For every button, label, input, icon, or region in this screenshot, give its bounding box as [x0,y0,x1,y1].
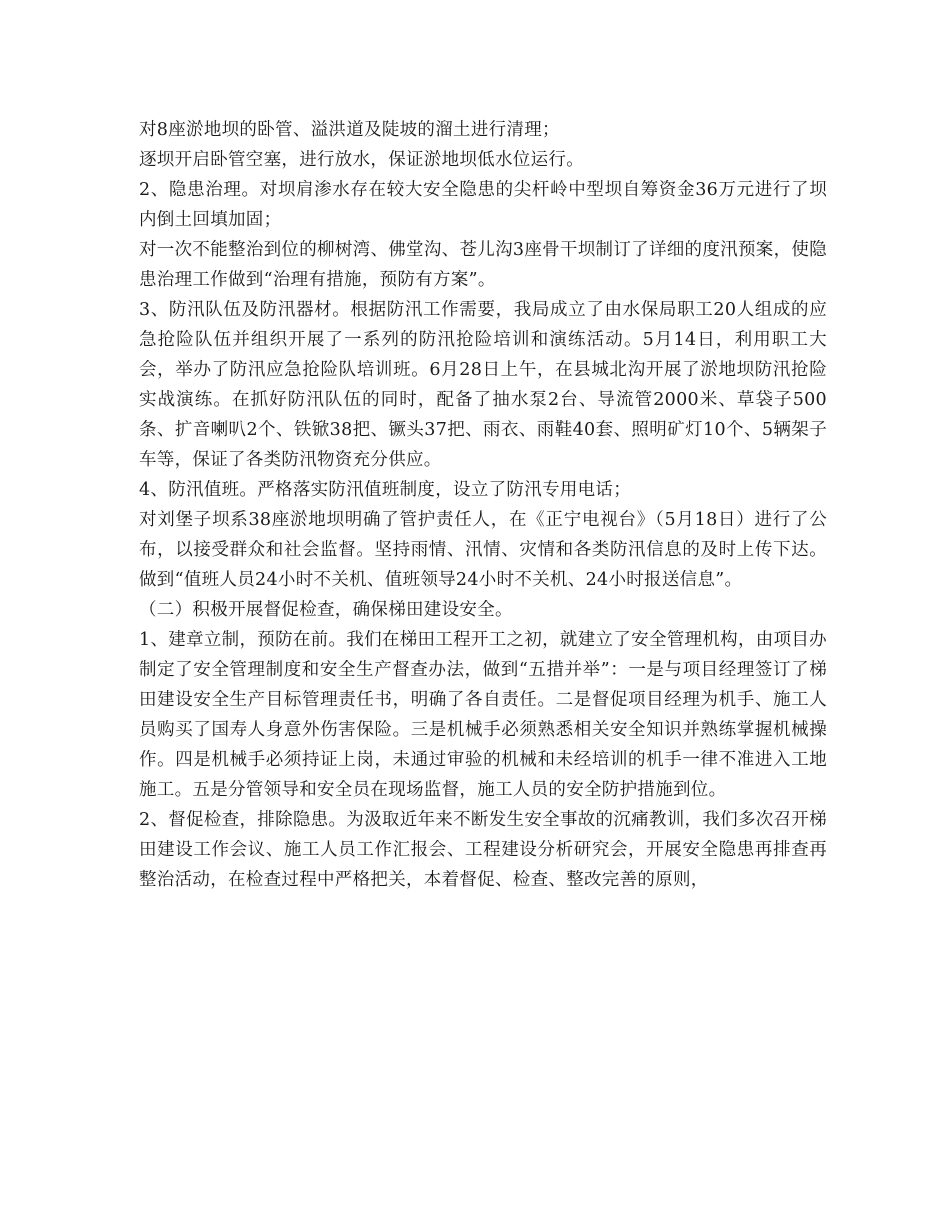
paragraph-4: 对一次不能整治到位的柳树湾、佛堂沟、苍儿沟3座骨干坝制订了详细的度汛预案，使隐患治理工作做到“治理有措施，预防有方案”。 [139,240,827,290]
paragraph-7: 对刘堡子坝系38座淤地坝明确了管护责任人，在《正宁电视台》（5月18日）进行了公布，以接受群众和社会监督。坚持雨情、汛情、灾情和各类防汛信息的及时上传下达。做到“值班人员24小时不关机、值班领导24小时不关机、24小时报送信息”。 [139,510,827,590]
document-body [139,115,827,895]
paragraph-3: 2、隐患治理。对坝肩渗水存在较大安全隐患的尖杆岭中型坝自筹资金36万元进行了坝内倒土回填加固； [139,180,827,230]
paragraph-10: 2、督促检查，排除隐患。为汲取近年来不断发生安全事故的沉痛教训，我们多次召开梯田建设工作会议、施工人员工作汇报会、工程建设分析研究会，开展安全隐患再排查再整治活动，在检查过程中严格把关，本着督促、检查、整改完善的原则， [139,810,827,890]
paragraph-9: 1、建章立制，预防在前。我们在梯田工程开工之初，就建立了安全管理机构，由项目办制定了安全管理制度和安全生产督查办法，做到“五措并举”：一是与项目经理签订了梯田建设安全生产目标管理责任书，明确了各自责任。二是督促项目经理为机手、施工人员购买了国寿人身意外伤害保险。三是机械手必须熟悉相关安全知识并熟练掌握机械操作。四是机械手必须持证上岗，未通过审验的机械和未经培训的机手一律不准进入工地施工。五是分管领导和安全员在现场监督，施工人员的安全防护措施到位。 [139,630,827,800]
paragraph-6: 4、防汛值班。严格落实防汛值班制度，设立了防汛专用电话； [139,480,632,500]
paragraph-5: 3、防汛队伍及防汛器材。根据防汛工作需要，我局成立了由水保局职工20人组成的应急抢险队伍并组织开展了一系列的防汛抢险培训和演练活动。5月14日，利用职工大会，举办了防汛应急抢险队培训班。6月28日上午，在县城北沟开展了淤地坝防汛抢险实战演练。在抓好防汛队伍的同时，配备了抽水泵2台、导流管2000米、草袋子500条、扩音喇叭2个、铁锨38把、镢头37把、雨衣、雨鞋40套、照明矿灯10个、5辆架子车等，保证了各类防汛物资充分供应。 [139,300,827,470]
paragraph-2: 逐坝开启卧管空塞，进行放水，保证淤地坝低水位运行。 [139,150,584,170]
section-heading: （二）积极开展督促检查，确保梯田建设安全。 [139,600,513,620]
paragraph-1: 对8座淤地坝的卧管、溢洪道及陡坡的溜土进行清理； [139,120,560,140]
